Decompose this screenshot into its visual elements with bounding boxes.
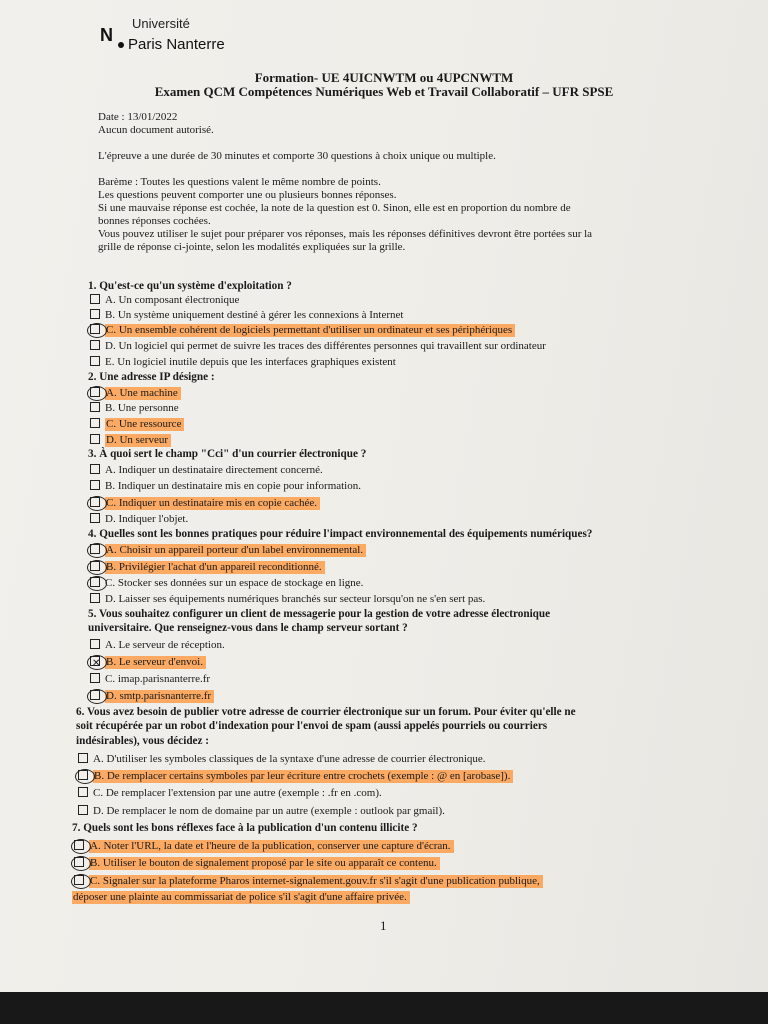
answer-option-selected[interactable]: A. Noter l'URL, la date et l'heure de la publication, conserver une capture d'écran. bbox=[74, 840, 454, 853]
page-number: 1 bbox=[380, 918, 387, 933]
pen-circle-mark bbox=[87, 323, 107, 338]
pen-circle-mark bbox=[87, 496, 107, 511]
checkbox-icon[interactable] bbox=[90, 480, 100, 490]
checkbox-icon[interactable] bbox=[90, 309, 100, 319]
answer-option[interactable]: C. Stocker ses données sur un espace de stockage en ligne. bbox=[90, 577, 363, 590]
answer-option[interactable]: E. Un logiciel inutile depuis que les interfaces graphiques existent bbox=[90, 356, 396, 369]
question-6-cont: indésirables), vous décidez : bbox=[76, 735, 210, 747]
checkbox-icon[interactable] bbox=[90, 639, 100, 649]
answer-option[interactable]: D. Un logiciel qui permet de suivre les traces des différentes personnes qui travaillent sur ordinateur bbox=[90, 340, 546, 353]
pen-circle-mark bbox=[71, 856, 91, 871]
answer-option[interactable]: A. Le serveur de réception. bbox=[90, 639, 225, 652]
answer-option[interactable]: D. Indiquer l'objet. bbox=[90, 513, 188, 526]
checkbox-icon[interactable] bbox=[90, 434, 100, 444]
answer-option[interactable]: A. Un composant électronique bbox=[90, 294, 239, 307]
answer-option[interactable]: A. D'utiliser les symboles classiques de la syntaxe d'une adresse de courrier électronique. bbox=[78, 753, 486, 766]
question-2: 2. Une adresse IP désigne : bbox=[88, 371, 215, 383]
question-6-cont: soit récupérée par un robot d'indexation pour l'envoi de spam (aussi appelés pourriels ou courriers bbox=[76, 720, 548, 732]
logo-name: Paris Nanterre bbox=[128, 36, 225, 53]
checkbox-icon[interactable] bbox=[90, 356, 100, 366]
checkbox-icon[interactable] bbox=[78, 787, 88, 797]
bareme-line: bonnes réponses cochées. bbox=[98, 215, 211, 227]
answer-option-selected[interactable]: ✕ B. Le serveur d'envoi. bbox=[90, 656, 206, 669]
checkbox-icon[interactable] bbox=[90, 418, 100, 428]
bareme-line: Si une mauvaise réponse est cochée, la note de la question est 0. Sinon, elle est en proportion du nombre de bbox=[98, 202, 571, 214]
answer-option[interactable]: B. Une personne bbox=[90, 402, 179, 415]
pen-circle-mark bbox=[87, 560, 107, 575]
checkbox-icon[interactable] bbox=[78, 805, 88, 815]
bareme-line: Barème : Toutes les questions valent le même nombre de points. bbox=[98, 176, 381, 188]
answer-option[interactable]: A. Indiquer un destinataire directement concerné. bbox=[90, 464, 323, 477]
checkbox-icon[interactable] bbox=[90, 593, 100, 603]
logo-dot-icon bbox=[118, 42, 124, 48]
checkbox-icon[interactable] bbox=[90, 673, 100, 683]
logo-mark-icon: N bbox=[100, 25, 113, 45]
checkbox-icon[interactable] bbox=[90, 402, 100, 412]
background-edge bbox=[0, 992, 768, 1024]
exam-title: Examen QCM Compétences Numériques Web et Travail Collaboratif – UFR SPSE bbox=[154, 84, 614, 99]
answer-option[interactable]: B. Un système uniquement destiné à gérer les connexions à Internet bbox=[90, 309, 403, 322]
question-4: 4. Quelles sont les bonnes pratiques pour réduire l'impact environnemental des équipements numériques? bbox=[88, 528, 593, 540]
answer-option[interactable]: B. Indiquer un destinataire mis en copie pour information. bbox=[90, 480, 361, 493]
bareme-line: Les questions peuvent comporter une ou plusieurs bonnes réponses. bbox=[98, 189, 397, 201]
pen-circle-mark bbox=[87, 576, 107, 591]
answer-option-selected[interactable]: B. Privilégier l'achat d'un appareil reconditionné. bbox=[90, 561, 325, 574]
no-documents: Aucun document autorisé. bbox=[98, 124, 214, 136]
pen-circle-mark bbox=[87, 386, 107, 401]
logo-top-text: Université bbox=[132, 16, 190, 31]
question-1: 1. Qu'est-ce qu'un système d'exploitation ? bbox=[88, 280, 292, 292]
checkbox-icon[interactable] bbox=[90, 464, 100, 474]
question-5-cont: universitaire. Que renseignez-vous dans le champ serveur sortant ? bbox=[88, 622, 408, 634]
answer-option-selected[interactable]: C. Indiquer un destinataire mis en copie cachée. bbox=[90, 497, 320, 510]
checkbox-icon[interactable] bbox=[90, 340, 100, 350]
answer-option-selected[interactable]: D. smtp.parisnanterre.fr bbox=[90, 690, 214, 703]
checkbox-icon[interactable] bbox=[90, 513, 100, 523]
pen-circle-mark bbox=[71, 874, 91, 889]
answer-option-selected[interactable]: B. Utiliser le bouton de signalement proposé par le site ou apparaît ce contenu. bbox=[74, 857, 440, 870]
answer-option-selected[interactable]: D. Un serveur bbox=[90, 434, 171, 447]
answer-option-selected[interactable]: C. Une ressource bbox=[90, 418, 184, 431]
intro-text: L'épreuve a une durée de 30 minutes et comporte 30 questions à choix unique ou multiple. bbox=[98, 150, 496, 162]
answer-option-selected[interactable]: C. Un ensemble cohérent de logiciels permettant d'utiliser un ordinateur et ses périphériques bbox=[90, 324, 515, 337]
question-7: 7. Quels sont les bons réflexes face à la publication d'un contenu illicite ? bbox=[72, 822, 418, 834]
answer-option[interactable]: C. De remplacer l'extension par une autre (exemple : .fr en .com). bbox=[78, 787, 382, 800]
bareme-line: Vous pouvez utiliser le sujet pour préparer vos réponses, mais les réponses définitives devront être portées sur la bbox=[98, 228, 593, 240]
pen-circle-mark bbox=[71, 839, 91, 854]
checkbox-checked-icon[interactable]: ✕ bbox=[92, 658, 101, 669]
pen-circle-mark bbox=[75, 769, 95, 784]
checkbox-icon[interactable] bbox=[78, 753, 88, 763]
answer-option-selected[interactable]: C. Signaler sur la plateforme Pharos internet-signalement.gouv.fr s'il s'agit d'une publication publique, bbox=[74, 875, 543, 888]
answer-option-selected[interactable]: A. Choisir un appareil porteur d'un label environnemental. bbox=[90, 544, 366, 557]
exam-date: Date : 13/01/2022 bbox=[98, 111, 178, 123]
answer-option-selected[interactable]: B. De remplacer certains symboles par leur écriture entre crochets (exemple : @ en [arobase]). bbox=[78, 770, 513, 783]
checkbox-icon[interactable] bbox=[90, 294, 100, 304]
answer-option[interactable]: D. Laisser ses équipements numériques branchés sur secteur lorsqu'on ne s'en sert pas. bbox=[90, 593, 485, 606]
answer-option[interactable]: C. imap.parisnanterre.fr bbox=[90, 673, 210, 686]
bareme-line: grille de réponse ci-jointe, selon les modalités expliquées sur la grille. bbox=[98, 241, 406, 253]
answer-option[interactable]: D. De remplacer le nom de domaine par un autre (exemple : outlook par gmail). bbox=[78, 805, 445, 818]
question-3: 3. À quoi sert le champ "Cci" d'un courrier électronique ? bbox=[88, 448, 367, 460]
pen-circle-mark bbox=[87, 689, 107, 704]
question-6: 6. Vous avez besoin de publier votre adresse de courrier électronique sur un forum. Pour éviter qu'elle ne bbox=[76, 706, 576, 718]
pen-circle-mark bbox=[87, 543, 107, 558]
question-5: 5. Vous souhaitez configurer un client de messagerie pour la gestion de votre adresse électronique bbox=[88, 608, 551, 620]
answer-option-cont: déposer une plainte au commissariat de police s'il s'agit d'une affaire privée. bbox=[72, 891, 410, 904]
formation-title: Formation- UE 4UICNWTM ou 4UPCNWTM bbox=[254, 70, 514, 85]
answer-option-selected[interactable]: A. Une machine bbox=[90, 387, 181, 400]
